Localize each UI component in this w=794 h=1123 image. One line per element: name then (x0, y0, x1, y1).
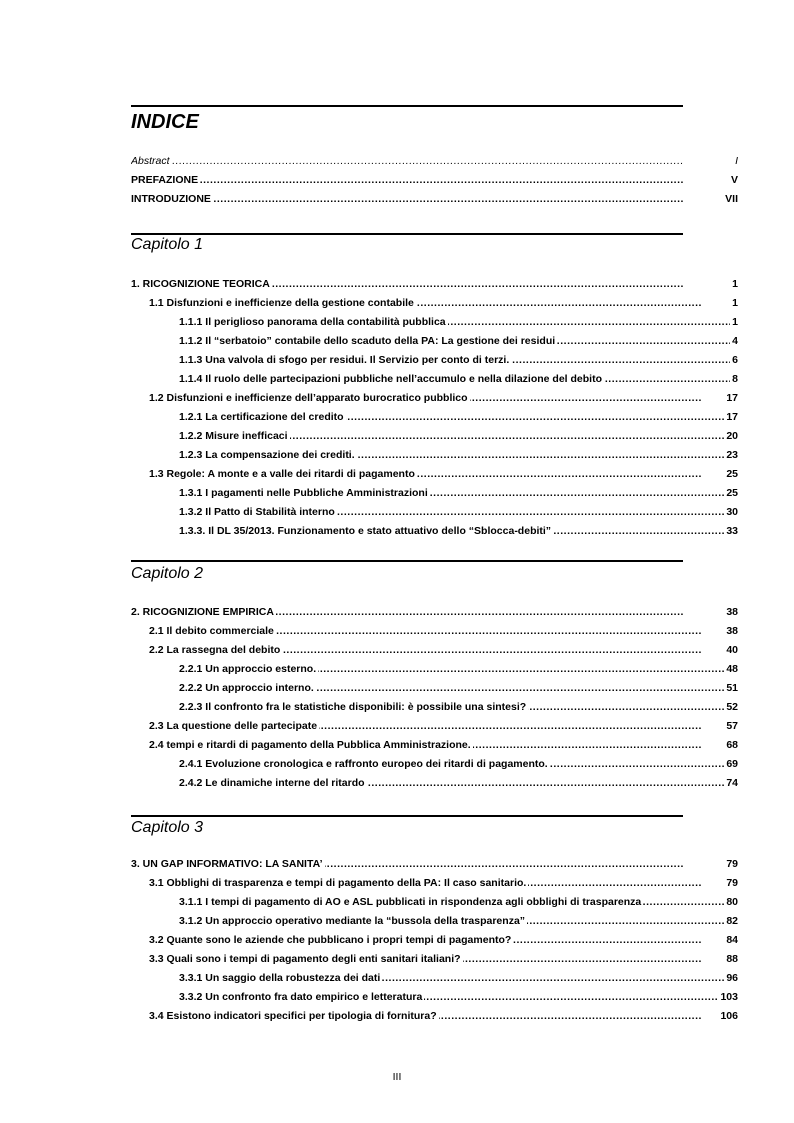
toc-entry-label: 3.1.1 I tempi di pagamento di AO e ASL pubblicati in rispondenza agli obblighi di trasparenza (179, 893, 643, 912)
toc-entry-label: 1.1 Disfunzioni e inefficienze della gestione contabile (149, 294, 416, 313)
toc-entry-page: 33 (724, 522, 738, 541)
toc-entry-page: 17 (724, 389, 738, 408)
toc-entry[interactable] (131, 950, 738, 969)
toc-entry[interactable] (131, 294, 738, 313)
toc-entry[interactable] (131, 774, 738, 793)
toc-entry[interactable] (131, 351, 738, 370)
toc-entry[interactable] (131, 698, 738, 717)
toc-entry-label: 1.1.1 Il periglioso panorama della contabilità pubblica (179, 313, 448, 332)
chapter-3-entries (131, 855, 738, 1026)
section-rule (131, 105, 683, 107)
chapter-title: Capitolo 2 (131, 565, 204, 582)
toc-entry-label: 1.3.1 I pagamenti nelle Pubbliche Amministrazioni (179, 484, 430, 503)
toc-entry-page: 8 (730, 370, 738, 389)
toc-entry-page: 23 (724, 446, 738, 465)
toc-entry-page: 1 (730, 275, 738, 294)
toc-entry-label: 1.3.2 Il Patto di Stabilità interno (179, 503, 337, 522)
chapter-title: Capitolo 3 (131, 819, 204, 836)
toc-entry[interactable] (131, 370, 738, 389)
toc-entry[interactable] (131, 931, 738, 950)
toc-entry[interactable] (131, 408, 738, 427)
toc-entry-label: 2.2 La rassegna del debito (149, 641, 282, 660)
toc-entry-introduzione[interactable]: . . . INTRODUZIONE VII (131, 190, 738, 209)
toc-entry-page: 57 (724, 717, 738, 736)
toc-entry[interactable] (131, 522, 738, 541)
toc-entry-page: 82 (724, 912, 738, 931)
toc-entry[interactable] (131, 484, 738, 503)
toc-entry-page: 103 (718, 988, 738, 1007)
toc-entry-label: 2.4 tempi e ritardi di pagamento della Pubblica Amministrazione. (149, 736, 473, 755)
toc-entry-label: 2.2.1 Un approccio esterno. (179, 660, 318, 679)
toc-entry[interactable] (131, 969, 738, 988)
toc-entry-page: 38 (724, 622, 738, 641)
toc-entry-page: 25 (724, 465, 738, 484)
toc-entry[interactable] (131, 503, 738, 522)
toc-entry-page: 79 (724, 855, 738, 874)
toc-entry[interactable] (131, 988, 738, 1007)
toc-entry-label: 1.2.2 Misure inefficaci (179, 427, 290, 446)
toc-entry-label: 3.3.1 Un saggio della robustezza dei dati (179, 969, 382, 988)
toc-entry[interactable] (131, 603, 738, 622)
toc-entry-label: 2.4.1 Evoluzione cronologica e raffronto europeo dei ritardi di pagamento. (179, 755, 550, 774)
toc-entry[interactable] (131, 1007, 738, 1026)
toc-entry[interactable] (131, 275, 738, 294)
section-rule (131, 815, 683, 817)
toc-entry-label: 1.1.2 Il “serbatoio” contabile dello scaduto della PA: La gestione dei residui (179, 332, 557, 351)
section-rule (131, 233, 683, 235)
toc-entry-page: 51 (724, 679, 738, 698)
toc-entry[interactable] (131, 893, 738, 912)
toc-entry-abstract[interactable]: . . . Abstract I (131, 152, 738, 171)
toc-entry[interactable] (131, 389, 738, 408)
toc-entry[interactable] (131, 660, 738, 679)
toc-entry-label: 3.1 Obblighi di trasparenza e tempi di pagamento della PA: Il caso sanitario. (149, 874, 528, 893)
toc-entry-page: 1 (730, 313, 738, 332)
toc-entry-label: 1. RICOGNIZIONE TEORICA (131, 275, 272, 294)
toc-entry-page: 80 (724, 893, 738, 912)
toc-entry-label: 2.1 Il debito commerciale (149, 622, 276, 641)
toc-entry-page: 4 (730, 332, 738, 351)
index-title: INDICE (131, 111, 199, 133)
toc-entry-label: 1.2.1 La certificazione del credito (179, 408, 346, 427)
toc-entry[interactable] (131, 446, 738, 465)
toc-entry-page: 69 (724, 755, 738, 774)
toc-entry-label: 3.3.2 Un confronto fra dato empirico e letteratura (179, 988, 424, 1007)
toc-entry[interactable] (131, 641, 738, 660)
toc-entry-page: 96 (724, 969, 738, 988)
toc-entry-page: 40 (724, 641, 738, 660)
toc-entry[interactable] (131, 855, 738, 874)
toc-entry-page: 88 (724, 950, 738, 969)
chapter-1-entries (131, 275, 738, 541)
toc-entry-page: 1 (730, 294, 738, 313)
toc-entry-label: 1.2.3 La compensazione dei crediti. (179, 446, 357, 465)
toc-entry-page: 25 (724, 484, 738, 503)
toc-entry[interactable] (131, 736, 738, 755)
toc-entry-page: 30 (724, 503, 738, 522)
toc-entry-page: 6 (730, 351, 738, 370)
front-matter-list (131, 152, 738, 209)
toc-entry[interactable] (131, 717, 738, 736)
toc-entry-page: 74 (724, 774, 738, 793)
toc-entry[interactable] (131, 427, 738, 446)
toc-entry-label: 3. UN GAP INFORMATIVO: LA SANITA’ (131, 855, 325, 874)
toc-entry-page: 68 (724, 736, 738, 755)
toc-entry-page: 48 (724, 660, 738, 679)
toc-entry-label: 2. RICOGNIZIONE EMPIRICA (131, 603, 276, 622)
toc-entry-prefazione[interactable]: . . . PREFAZIONE V (131, 171, 738, 190)
toc-entry-page: 38 (724, 603, 738, 622)
toc-entry-label: 3.4 Esistono indicatori specifici per tipologia di fornitura? (149, 1007, 439, 1026)
toc-entry-page: 84 (724, 931, 738, 950)
toc-entry[interactable] (131, 874, 738, 893)
toc-entry-label: 2.3 La questione delle partecipate (149, 717, 319, 736)
toc-entry-label: 1.1.3 Una valvola di sfogo per residui. Il Servizio per conto di terzi. (179, 351, 511, 370)
toc-entry-label: 3.3 Quali sono i tempi di pagamento degli enti sanitari italiani? (149, 950, 463, 969)
section-rule (131, 560, 683, 562)
toc-entry-page: 79 (724, 874, 738, 893)
toc-entry-label: 1.3 Regole: A monte e a valle dei ritardi di pagamento (149, 465, 417, 484)
toc-entry[interactable] (131, 755, 738, 774)
toc-entry-label: 2.2.3 Il confronto fra le statistiche disponibili: è possibile una sintesi? (179, 698, 528, 717)
toc-entry[interactable] (131, 622, 738, 641)
toc-entry[interactable] (131, 332, 738, 351)
toc-entry[interactable] (131, 679, 738, 698)
page-number: III (392, 1071, 402, 1083)
toc-entry[interactable] (131, 912, 738, 931)
toc-entry[interactable] (131, 465, 738, 484)
toc-entry-label: 3.2 Quante sono le aziende che pubblicano i propri tempi di pagamento? (149, 931, 513, 950)
toc-entry-label: 1.2 Disfunzioni e inefficienze dell’apparato burocratico pubblico (149, 389, 470, 408)
chapter-2-entries (131, 603, 738, 793)
toc-entry[interactable] (131, 313, 738, 332)
toc-entry-label: 1.1.4 Il ruolo delle partecipazioni pubbliche nell’accumulo e nella dilazione del debito (179, 370, 604, 389)
toc-entry-label: 1.3.3. Il DL 35/2013. Funzionamento e stato attuativo dello “Sblocca-debiti” (179, 522, 553, 541)
toc-entry-page: 106 (718, 1007, 738, 1026)
toc-entry-page: 17 (724, 408, 738, 427)
toc-entry-label: 2.2.2 Un approccio interno. (179, 679, 316, 698)
chapter-title: Capitolo 1 (131, 236, 204, 253)
toc-entry-page: 20 (724, 427, 738, 446)
toc-entry-page: 52 (724, 698, 738, 717)
toc-entry-label: 3.1.2 Un approccio operativo mediante la “bussola della trasparenza” (179, 912, 527, 931)
toc-entry-label: 2.4.2 Le dinamiche interne del ritardo (179, 774, 367, 793)
